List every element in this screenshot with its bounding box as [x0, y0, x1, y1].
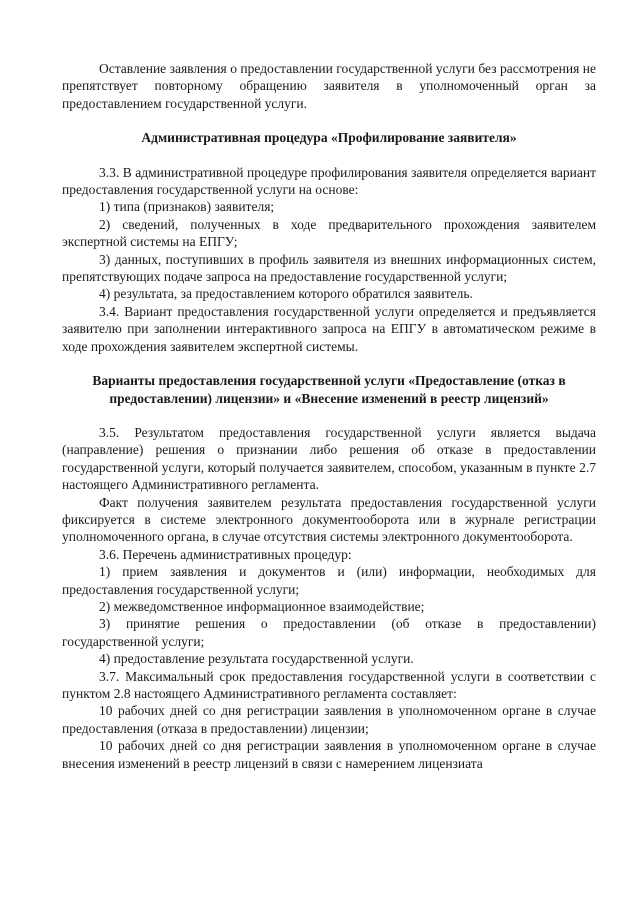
list-item: 2) межведомственное информационное взаимодействие; [99, 598, 425, 614]
list-item: 3) принятие решения о предоставлении (об отказе в предоставлении) государственной услуги; [62, 616, 596, 649]
paragraph-3-3: 3.3. В административной процедуре профилирования заявителя определяется вариант предоставления государственной услуги на основе: [62, 164, 596, 198]
paragraph-3-6: 3.6. Перечень административных процедур: [99, 546, 352, 562]
list-item: 1) типа (признаков) заявителя; [99, 199, 275, 215]
list-item: 4) предоставление результата государственной услуги. [99, 651, 414, 667]
section-heading-variants: Варианты предоставления государственной услуги «Предоставление (отказ в предоставлении) лицензии» и «Внесение изменений в реестр лицензий» [92, 373, 566, 406]
paragraph-3-4: 3.4. Вариант предоставления государственной услуги определяется и предъявляется заявителю при заполнении интерактивного запроса на ЕПГУ в автоматическом режиме в ходе прохождения заявителем экспертной системы. [62, 303, 596, 354]
paragraph-3-7: 3.7. Максимальный срок предоставления государственной услуги в соответствии с пунктом 2.8 настоящего Административного регламента составляет: [62, 668, 596, 701]
paragraph: Факт получения заявителем результата предоставления государственной услуги фиксируется в системе электронного документооборота или в журнале регистрации уполномоченного органа, в случае отсутствия системы электронного документооборота. [62, 494, 596, 545]
paragraph-3-5: 3.5. Результатом предоставления государственной услуги является выдача (направление) решения о признании либо решения об отказе в предоставлении государственной услуги, который получается заявителем, способом, указанным в пункте 2.7 настоящего Административного регламента. [62, 424, 596, 493]
list-item: 4) результата, за предоставлением которого обратился заявитель. [99, 286, 473, 302]
list-item: 1) прием заявления и документов и (или) информации, необходимых для предоставления государственной услуги; [62, 564, 596, 597]
paragraph: 10 рабочих дней со дня регистрации заявления в уполномоченном органе в случае предоставления (отказа в предоставлении) лицензии; [62, 703, 596, 736]
paragraph: Оставление заявления о предоставлении государственной услуги без рассмотрения не препятствует повторному обращению заявителя в уполномоченный орган за предоставлением государственной услуги. [62, 61, 596, 111]
section-heading-profiling: Административная процедура «Профилирование заявителя» [141, 130, 517, 146]
paragraph: 10 рабочих дней со дня регистрации заявления в уполномоченном органе в случае внесения изменений в реестр лицензий в связи с намерением лицензиата [62, 738, 596, 771]
list-item: 2) сведений, полученных в ходе предварительного прохождения заявителем экспертной системы на ЕПГУ; [62, 216, 596, 250]
list-item: 3) данных, поступивших в профиль заявителя из внешних информационных систем, препятствующих подаче запроса на предоставление государственной услуги; [62, 251, 596, 285]
